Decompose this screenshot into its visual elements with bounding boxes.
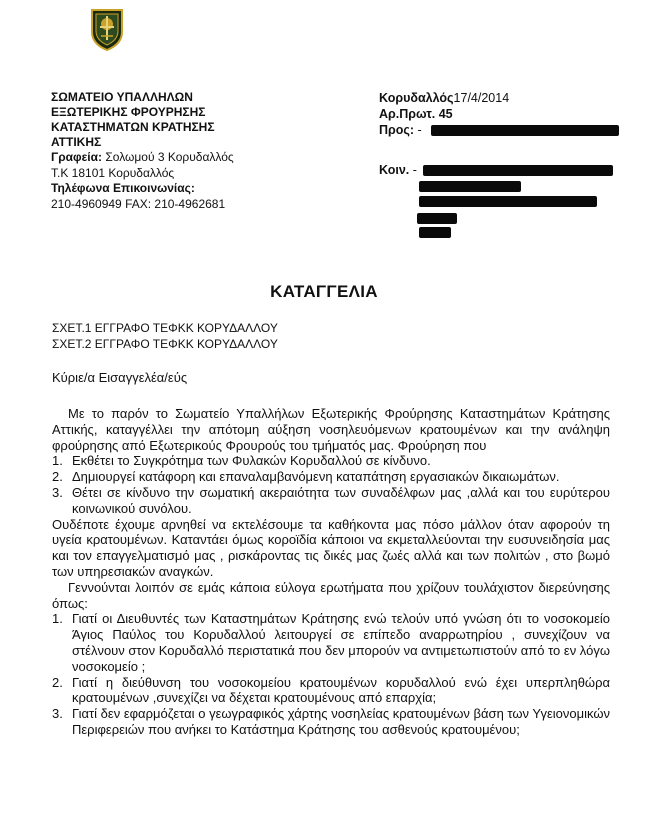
intro-paragraph: Με το παρόν το Σωματείο Υπαλλήλων Εξωτερικής Φρούρησης Καταστημάτων Κράτησης Αττικής, καταγγέλλει την απότομη αύξηση νοσηλευόμενων κρατουμένων και την ανάληψη φρούρησης από Εξωτερικούς Φρουρούς του τμήματός μας. Φρούρηση που: [52, 406, 610, 453]
union-emblem-icon: [89, 6, 125, 52]
list-number: 1.: [52, 453, 63, 469]
redaction-bar: [473, 165, 613, 176]
list-text: Γιατί δεν εφαρμόζεται ο γεωγραφικός χάρτης νοσηλείας κρατουμένων βάση των Υγειονομικών Περιφερειών που ανήκει το Κατάστημα Κράτησης του ασθενούς κρατουμένου;: [72, 706, 610, 737]
phones-value: 210-4960949 FAX: 210-4962681: [51, 196, 226, 211]
date-line: [379, 90, 619, 106]
postcode-line: Τ.Κ 18101 Κορυδαλλός: [51, 165, 175, 180]
recipient-block: [379, 90, 619, 242]
reference-line: ΣΧΕΤ.1 ΕΓΓΡΑΦΟ ΤΕΦΚΚ ΚΟΡΥΔΑΛΛΟΥ: [52, 321, 278, 335]
questions-list: [52, 611, 610, 737]
paragraph: Γεννούνται λοιπόν σε εμάς κάποια εύλογα ερωτήματα που χρίζουν τουλάχιστον διερεύνησης όπως:: [52, 579, 610, 611]
document-title: ΚΑΤΑΓΓΕΛΙΑ: [270, 282, 378, 301]
list-item: [52, 485, 610, 517]
org-name-line: ΣΩΜΑΤΕΙΟ ΥΠΑΛΛΗΛΩΝ: [51, 90, 193, 104]
list-text: Θέτει σε κίνδυνο την σωματική ακεραιότητα των συναδέλφων μας ,αλλά και του ευρύτερου κοινωνικού συνόλου.: [72, 484, 610, 516]
org-name-line: ΕΞΩΤΕΡΙΚΗΣ ΦΡΟΥΡΗΣΗΣ: [51, 105, 206, 119]
list-item: [52, 611, 610, 674]
sender-block: [51, 90, 351, 212]
date-value: 17/4/2014: [453, 91, 510, 105]
cc-line: [379, 162, 619, 178]
to-separator: -: [414, 123, 422, 137]
list-number: 3.: [52, 706, 63, 722]
paragraph: Ουδέποτε έχουμε αρνηθεί να εκτελέσουμε τα καθήκοντα μας πόσο μάλλον όταν αφορούν τη υγεία κρατουμένων. Καταντάει όμως κοροϊδία κάποιοι να εκμεταλλεύονται την ευσυνειδησία μας και τον επαγγελματισμό μας , ρισκάροντας τις δικές μας ζωές αλλά και των πολιτών , στο βωμό των υπηρεσιακών αναγκών.: [52, 516, 610, 579]
cc-label: Κοιν.: [379, 163, 410, 177]
redaction-bar: [419, 181, 521, 192]
org-name-line: ΑΤΤΙΚΗΣ: [51, 135, 102, 149]
list-number: 1.: [52, 611, 63, 627]
offices-line: [51, 150, 351, 166]
offices-label: Γραφεία:: [51, 150, 102, 164]
salutation: Κύριε/α Εισαγγελέα/εύς: [52, 370, 188, 385]
letter-body: [52, 406, 610, 738]
cc-separator: -: [409, 163, 417, 177]
place-label: Κορυδαλλός: [379, 91, 454, 105]
offices-value: Σολωμού 3 Κορυδαλλός: [102, 150, 234, 164]
to-line: [379, 122, 619, 138]
list-text: Γιατί η διεύθυνση του νοσοκομείου κρατουμένων κορυδαλλού ενώ έχει υπερπληθώρα κρατουμένων ,συνεχίζει να δέχεται κρατουμένους από επαρχία;: [72, 674, 610, 706]
reference-line: ΣΧΕΤ.2 ΕΓΓΡΑΦΟ ΤΕΦΚΚ ΚΟΡΥΔΑΛΛΟΥ: [52, 337, 278, 351]
list-item: [52, 706, 610, 738]
to-label: Προς:: [379, 123, 415, 137]
list-text: Γιατί οι Διευθυντές των Καταστημάτων Κράτησης ενώ τελούν υπό γνώση ότι το νοσοκομείο Άγιος Παύλος του Κορυδαλλού λειτουργεί σε επίπεδο αναρρωτηρίου , συνεχίζουν να στέλνουν στον Κορυδαλλό περιστατικά που δεν μπορούν να αντιμετωπιστούν από το εν λόγω νοσοκομείο ;: [72, 611, 610, 674]
org-name-line: ΚΑΤΑΣΤΗΜΑΤΩΝ ΚΡΑΤΗΣΗΣ: [51, 120, 215, 134]
redaction-bar: [419, 196, 597, 207]
protocol-number: Αρ.Πρωτ. 45: [379, 107, 453, 121]
list-text: Δημιουργεί κατάφορη και επαναλαμβανόμενη καταπάτηση εργασιακών δικαιωμάτων.: [72, 469, 560, 485]
redaction-bar: [431, 125, 619, 136]
list-item: [52, 675, 610, 707]
redaction-bar: [419, 227, 451, 238]
list-item: [52, 453, 610, 469]
phones-label: Τηλέφωνα Επικοινωνίας:: [51, 181, 195, 195]
list-number: 2.: [52, 469, 63, 485]
references: [52, 320, 278, 352]
list-item: [52, 469, 610, 485]
list-number: 3.: [52, 484, 63, 500]
consequences-list: [52, 453, 610, 516]
list-number: 2.: [52, 674, 63, 690]
redaction-bar: [417, 213, 457, 224]
list-text: Εκθέτει το Συγκρότημα των Φυλακών Κορυδαλλού σε κίνδυνο.: [72, 453, 431, 469]
